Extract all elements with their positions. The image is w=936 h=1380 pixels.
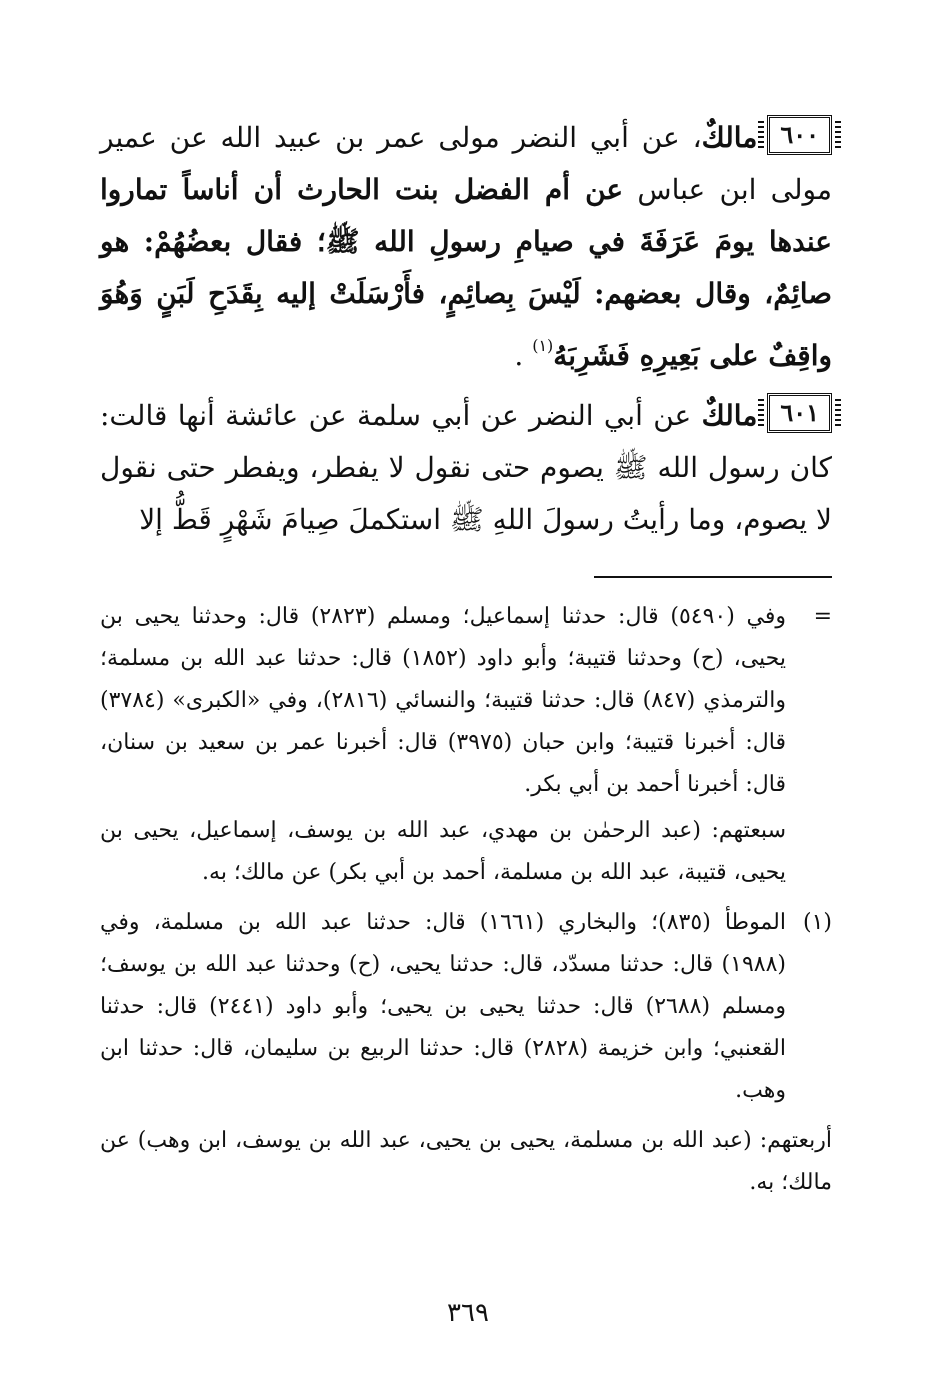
hadith-text: عن أبي النضر عن أبي سلمة عن عائشة أنها قالت: كان رسول الله ﷺ يصوم حتى نقول لا يفطر، ويفطر حتى نقول لا يصوم، وما رأيتُ رسولَ اللهِ ﷺ استكملَ صِيامَ شَهْرٍ قَطُّ إلا [100, 399, 832, 536]
footnote-marker: (١) [802, 910, 832, 935]
hadith-600 [100, 112, 832, 382]
footnote-paragraph: وفي (٥٤٩٠) قال: حدثنا إسماعيل؛ ومسلم (٢٨٢٣) قال: وحدثنا يحيى بن يحيى، (ح) وحدثنا قتيبة؛ وأبو داود (١٨٥٢) قال: حدثنا عبد الله بن مسلمة؛ والترمذي (٨٤٧) قال: حدثنا قتيبة؛ والنسائي (٢٨١٦)، وفي «الكبرى» (٣٧٨٤) قال: أخبرنا قتيبة؛ وابن حبان (٣٩٧٥) قال: أخبرنا عمر بن سعيد بن سنان، قال: أخبرنا أحمد بن أبي بكر. [100, 604, 786, 797]
hadith-end-mark: . [514, 339, 533, 372]
footnote-divider [594, 576, 832, 578]
page-number: ٣٦٩ [447, 1298, 489, 1328]
footnote-paragraph: الموطأ (٨٣٥)؛ والبخاري (١٦٦١) قال: حدثنا عبد الله بن مسلمة، وفي (١٩٨٨) قال: حدثنا مسدّد، قال: حدثنا يحيى، (ح) وحدثنا عبد الله بن يوسف؛ ومسلم (٢٦٨٨) قال: حدثنا يحيى بن يحيى؛ وأبو داود (٢٤٤١) قال: حدثنا القعنبي؛ وابن خزيمة (٢٨٢٨) قال: حدثنا الربيع بن سليمان، قال: حدثنا ابن وهب. [100, 910, 786, 1103]
footnotes-section [100, 596, 832, 1208]
footnote-continuation [100, 596, 832, 898]
hadith-number-box: ٦٠١ [767, 393, 832, 433]
footnote-1 [100, 902, 832, 1116]
footnote-body [100, 1120, 832, 1208]
footnote-paragraph: أربعتهم: (عبد الله بن مسلمة، يحيى بن يحيى، عبد الله بن يوسف، ابن وهب) عن مالك؛ به. [100, 1128, 832, 1195]
hadith-narrator: مالكٌ [701, 121, 758, 154]
hadith-matn: عن أم الفضل بنت الحارث أن أناساً تماروا عندها يومَ عَرَفَةَ في صيامِ رسولِ الله ﷺ؛ فقال بعضُهُمْ: هو صائِمٌ، وقال بعضهم: لَيْسَ بِصائِمٍ، فأَرْسَلَتْ إليه بِقَدَحِ لَبَنٍ وَهُوَ واقِفٌ على بَعِيرِهِ فَشَرِبَهُ [100, 173, 832, 372]
hadith-number-box: ٦٠٠ [767, 115, 832, 155]
footnote-body [100, 902, 786, 1116]
hadith-isnad: ، عن أبي النضر مولى عمر بن عبيد الله عن عمير مولى ابن عباس [100, 121, 832, 206]
footnote-body [100, 596, 786, 898]
footnote-marker: = [813, 604, 832, 629]
footnote-1-continued [100, 1120, 832, 1208]
hadith-601 [100, 390, 832, 546]
footnote-reference[interactable]: (١) [532, 336, 554, 355]
footnote-paragraph: سبعتهم: (عبد الرحمٰن بن مهدي، عبد الله بن يوسف، إسماعيل، يحيى بن يحيى، قتيبة، عبد الله بن مسلمة، أحمد بن أبي بكر) عن مالك؛ به. [100, 818, 786, 885]
hadith-narrator: مالكٌ [701, 399, 758, 432]
